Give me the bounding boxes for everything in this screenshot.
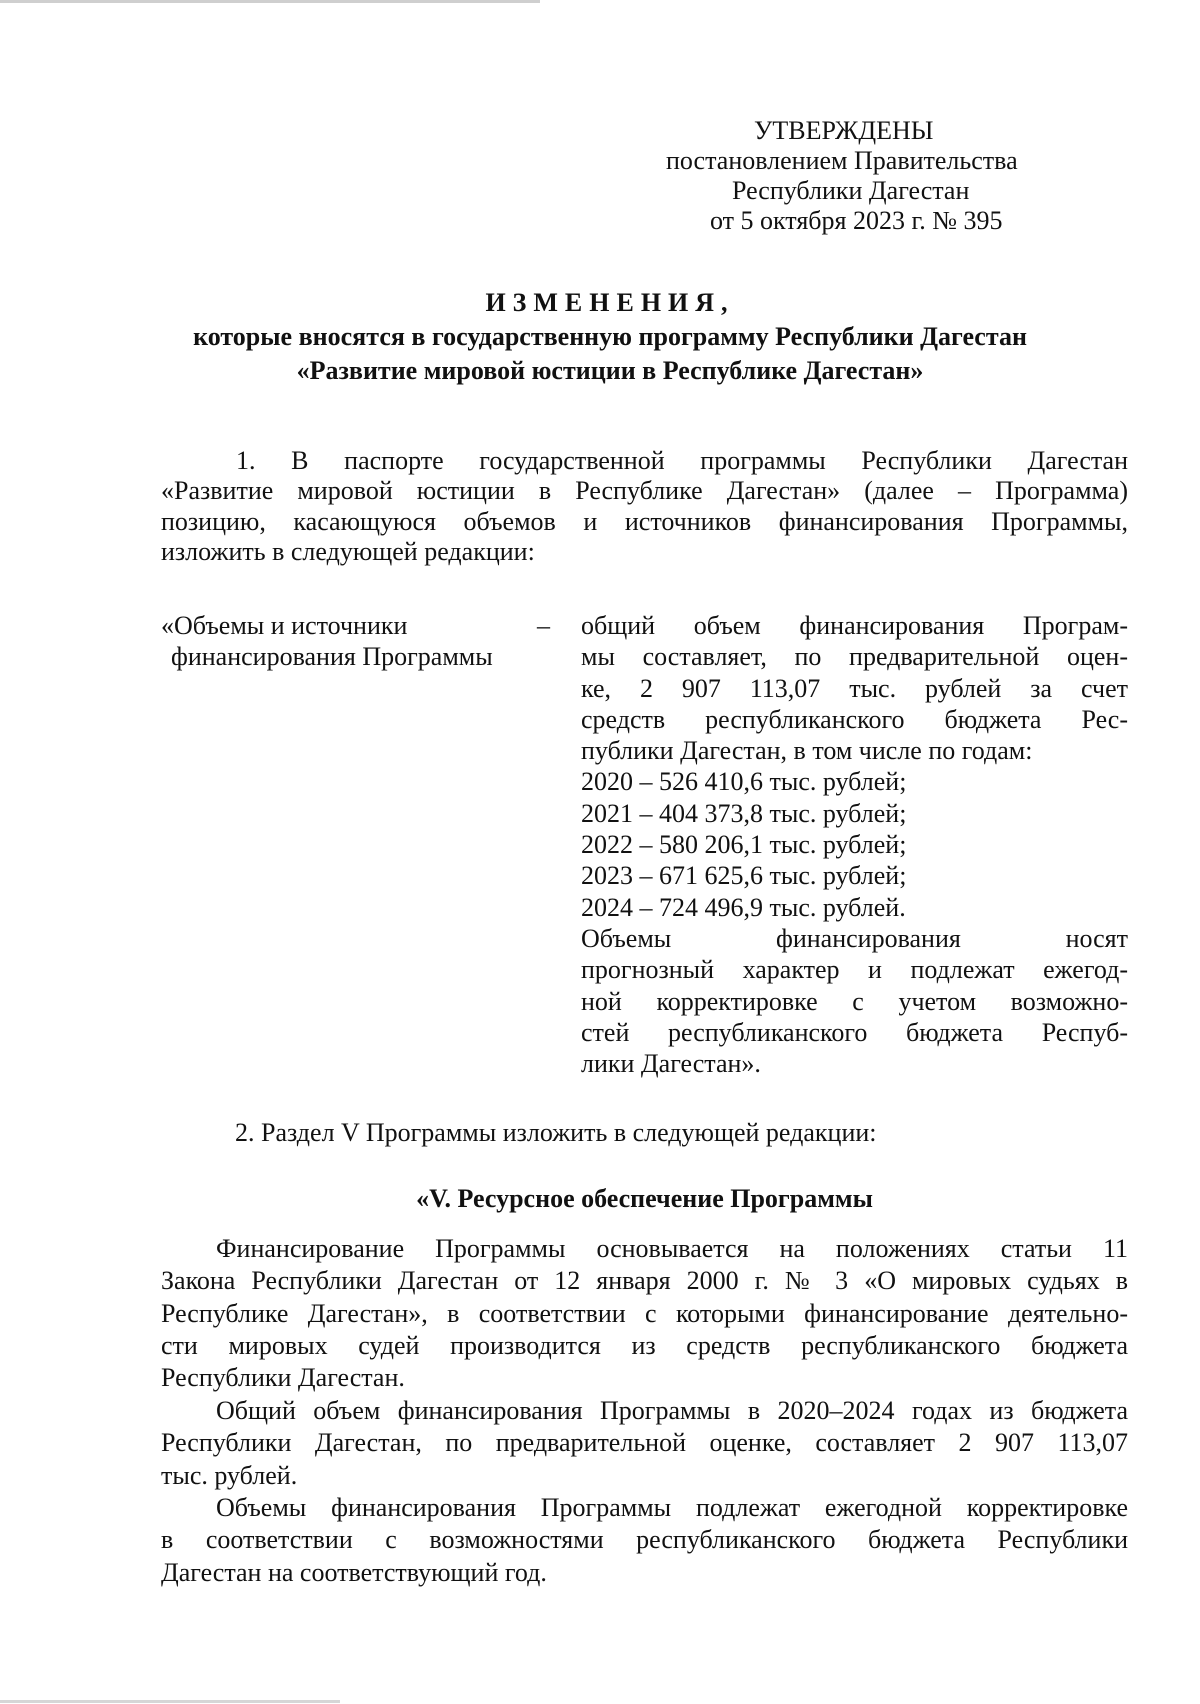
passport-value-line: прогнозный характер и подлежат ежегод-	[581, 955, 1128, 985]
heading-title: ИЗМЕНЕНИЯ,	[485, 288, 735, 317]
passport-value-line: стей республиканского бюджета Респуб-	[581, 1017, 1128, 1047]
passport-value	[581, 610, 1128, 1079]
section-line: в соответствии с возможностями республиканского бюджета Республики	[161, 1525, 1128, 1555]
approval-line-resolution: постановлением Правительства	[666, 146, 1018, 175]
item-1-line: 1. В паспорте государственной программы Республики Дагестан	[236, 446, 1128, 475]
section-line: Дагестан на соответствующий год.	[161, 1557, 547, 1587]
section-line: Республике Дагестан», в соответствии с которыми финансирование деятельно-	[161, 1298, 1128, 1328]
section-paragraph-3	[161, 1492, 1128, 1589]
heading-program-name: «Развитие мировой юстиции в Республике Дагестан»	[296, 356, 924, 385]
section-line: Объемы финансирования Программы подлежат ежегодной корректировке	[216, 1493, 1128, 1522]
passport-value-line: общий объем финансирования Програм-	[581, 611, 1128, 640]
passport-value-line: ке, 2 907 113,07 тыс. рублей за счет	[581, 673, 1128, 703]
passport-year-2022: 2022 – 580 206,1 тыс. рублей;	[581, 830, 907, 860]
passport-year-2023: 2023 – 671 625,6 тыс. рублей;	[581, 861, 907, 891]
section-line: Общий объем финансирования Программы в 2020–2024 годах из бюджета	[216, 1396, 1128, 1425]
passport-value-line: ной корректировке с учетом возможно-	[581, 986, 1128, 1016]
item-1-line: позицию, касающуюся объемов и источников финансирования Программы,	[161, 506, 1128, 536]
passport-year-2021: 2021 – 404 373,8 тыс. рублей;	[581, 798, 907, 828]
item-1-paragraph	[161, 446, 1128, 568]
document-heading	[140, 286, 1080, 388]
section-line: Республики Дагестан.	[161, 1363, 405, 1393]
passport-value-line: лики Дагестан».	[581, 1049, 761, 1079]
scan-artifact-top	[0, 0, 540, 3]
section-paragraph-1	[161, 1233, 1128, 1394]
section-line: тыс. рублей.	[161, 1460, 298, 1490]
section-line: сти мировых судей производится из средств республиканского бюджета	[161, 1330, 1128, 1360]
passport-year-2024: 2024 – 724 496,9 тыс. рублей.	[581, 892, 906, 922]
scan-artifact-bottom	[0, 1700, 340, 1703]
item-1-line: изложить в следующей редакции:	[161, 537, 535, 567]
section-line: Закона Республики Дагестан от 12 января 2000 г. № 3 «О мировых судьях в	[161, 1266, 1128, 1296]
approval-stamp-block	[600, 116, 1120, 236]
item-1-line: «Развитие мировой юстиции в Республике Дагестан» (далее – Программа)	[161, 476, 1128, 506]
passport-value-line: Объемы финансирования носят	[581, 923, 1128, 953]
passport-dash: –	[537, 611, 550, 640]
passport-label-line: «Объемы и источники	[161, 611, 408, 640]
passport-value-line: публики Дагестан, в том числе по годам:	[581, 736, 1033, 766]
passport-label-line: финансирования Программы	[171, 642, 493, 672]
passport-label	[161, 610, 521, 673]
item-2-paragraph: 2. Раздел V Программы изложить в следующей редакции:	[235, 1118, 877, 1147]
passport-value-line: средств республиканского бюджета Рес-	[581, 704, 1128, 734]
approval-title: УТВЕРЖДЕНЫ	[754, 116, 934, 145]
section-line: Республики Дагестан, по предварительной оценке, составляет 2 907 113,07	[161, 1428, 1128, 1458]
approval-line-date: от 5 октября 2023 г. № 395	[710, 206, 1003, 235]
section-title: «V. Ресурсное обеспечение Программы	[416, 1184, 873, 1213]
section-paragraph-2	[161, 1395, 1128, 1492]
approval-line-republic: Республики Дагестан	[732, 176, 970, 205]
passport-year-2020: 2020 – 526 410,6 тыс. рублей;	[581, 767, 907, 797]
section-line: Финансирование Программы основывается на положениях статьи 11	[216, 1234, 1128, 1263]
heading-subtitle: которые вносятся в государственную программу Республики Дагестан	[193, 322, 1027, 351]
passport-value-line: мы составляет, по предварительной оцен-	[581, 642, 1128, 672]
